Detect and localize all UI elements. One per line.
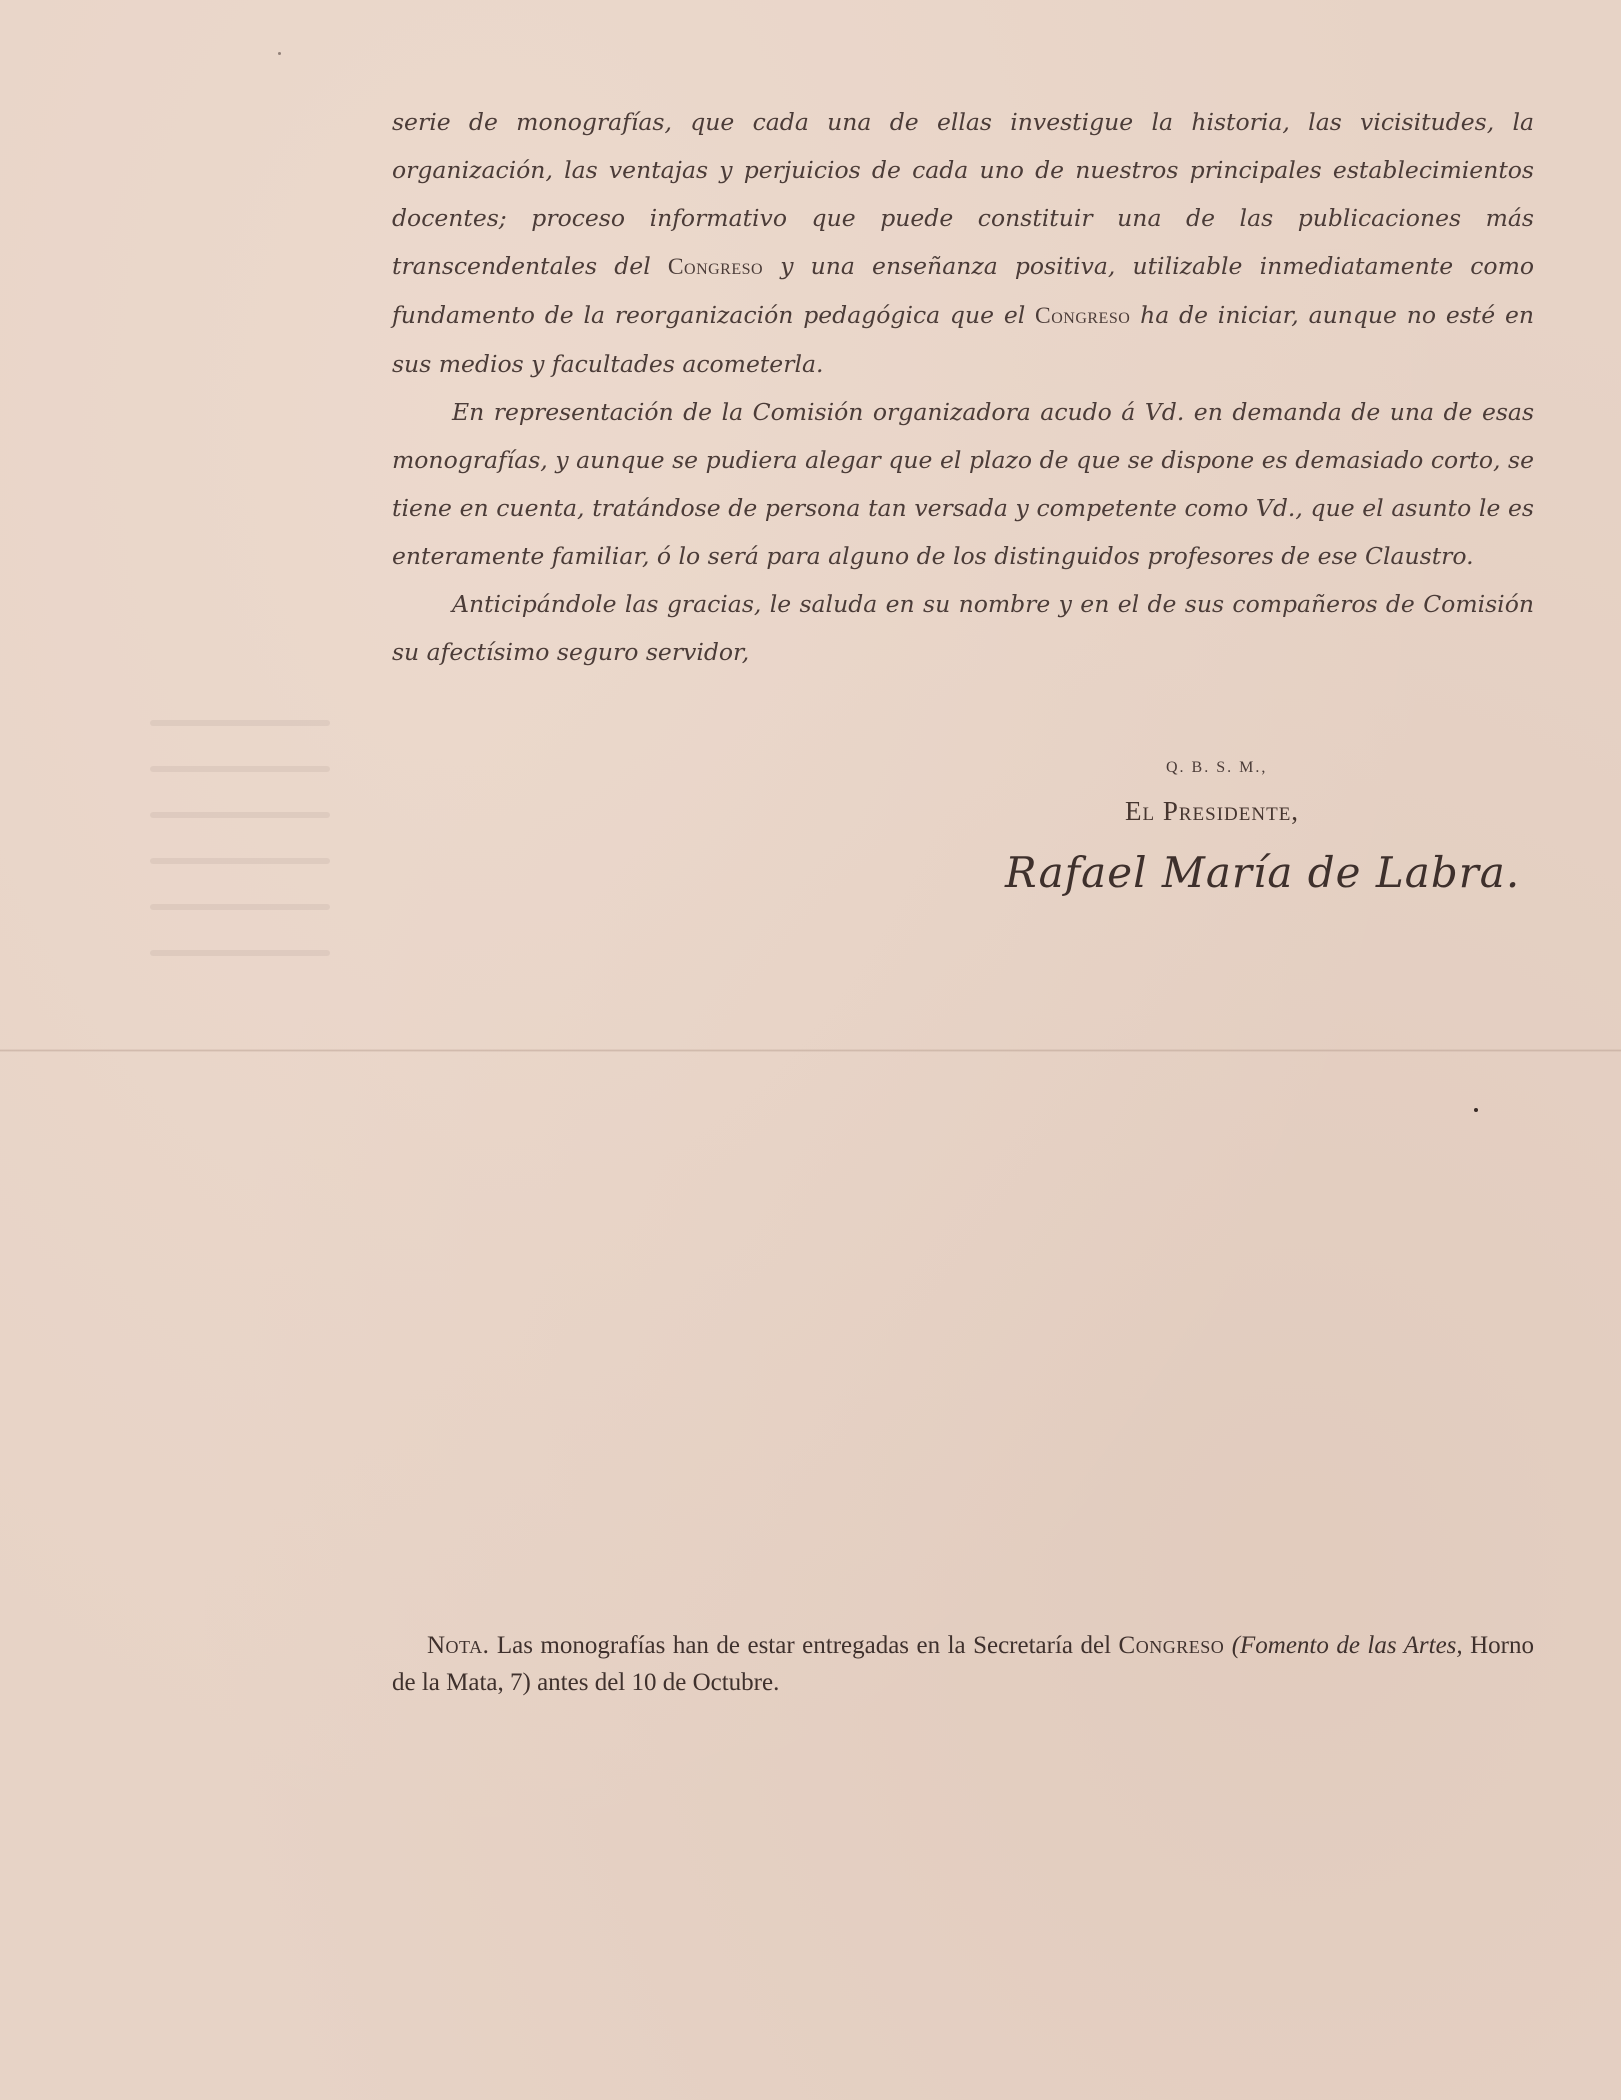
paragraph-text: y una enseñanza positiva, utilizable inmediatamente como fundamento de la reorganización pedagógica que el xyxy=(392,252,1535,329)
president-title: El Presidente, xyxy=(1125,796,1300,826)
nota-text: Horno de la Mata, 7) antes del 10 de Octubre. xyxy=(392,1632,1535,1696)
signature: Rafael María de Labra. xyxy=(1005,848,1521,897)
show-through-text xyxy=(150,720,330,1020)
footnote-nota xyxy=(392,1627,1534,1701)
nota-label: Nota. xyxy=(427,1632,490,1659)
congreso-word: Congreso xyxy=(667,254,764,280)
paper-speck xyxy=(278,52,281,55)
congreso-word: Congreso xyxy=(1035,303,1131,329)
paragraph-monographs xyxy=(392,98,1534,388)
congreso-word: Congreso xyxy=(1118,1632,1225,1659)
letter-body xyxy=(392,98,1534,676)
nota-italic-text: (Fomento de las Artes, xyxy=(1231,1632,1463,1659)
paragraph-text: serie de monografías, que cada una de ellas investigue la historia, las vicisitudes, la organización, las ventajas y perjuicios de cada uno de nuestros principales establecimientos docentes; proceso informativo que puede constituir una de las publicaciones más transcendentales del xyxy=(392,108,1534,280)
paragraph-text: ha de iniciar, aunque no esté en sus medios y facultades acometerla. xyxy=(392,301,1534,378)
closing-formula: Q. B. S. M., xyxy=(1166,759,1268,776)
nota-text xyxy=(1224,1632,1231,1659)
paragraph-request: En representación de la Comisión organizadora acudo á Vd. en demanda de una de esas monografías, y aunque se pudiera alegar que el plazo de que se dispone es demasiado corto, se tiene en cuenta, tratándose de persona tan versada y competente como Vd., que el asunto le es enteramente familiar, ó lo será para alguno de los distinguidos profesores de ese Claustro. xyxy=(392,398,1534,570)
paper-speck xyxy=(1474,1108,1478,1112)
paper-fold-line xyxy=(0,1049,1621,1052)
nota-text: Las monografías han de estar entregadas en la Secretaría del xyxy=(489,1632,1119,1659)
paragraph-thanks: Anticipándole las gracias, le saluda en su nombre y en el de sus compañeros de Comisión su afectísimo seguro servidor, xyxy=(392,590,1534,666)
